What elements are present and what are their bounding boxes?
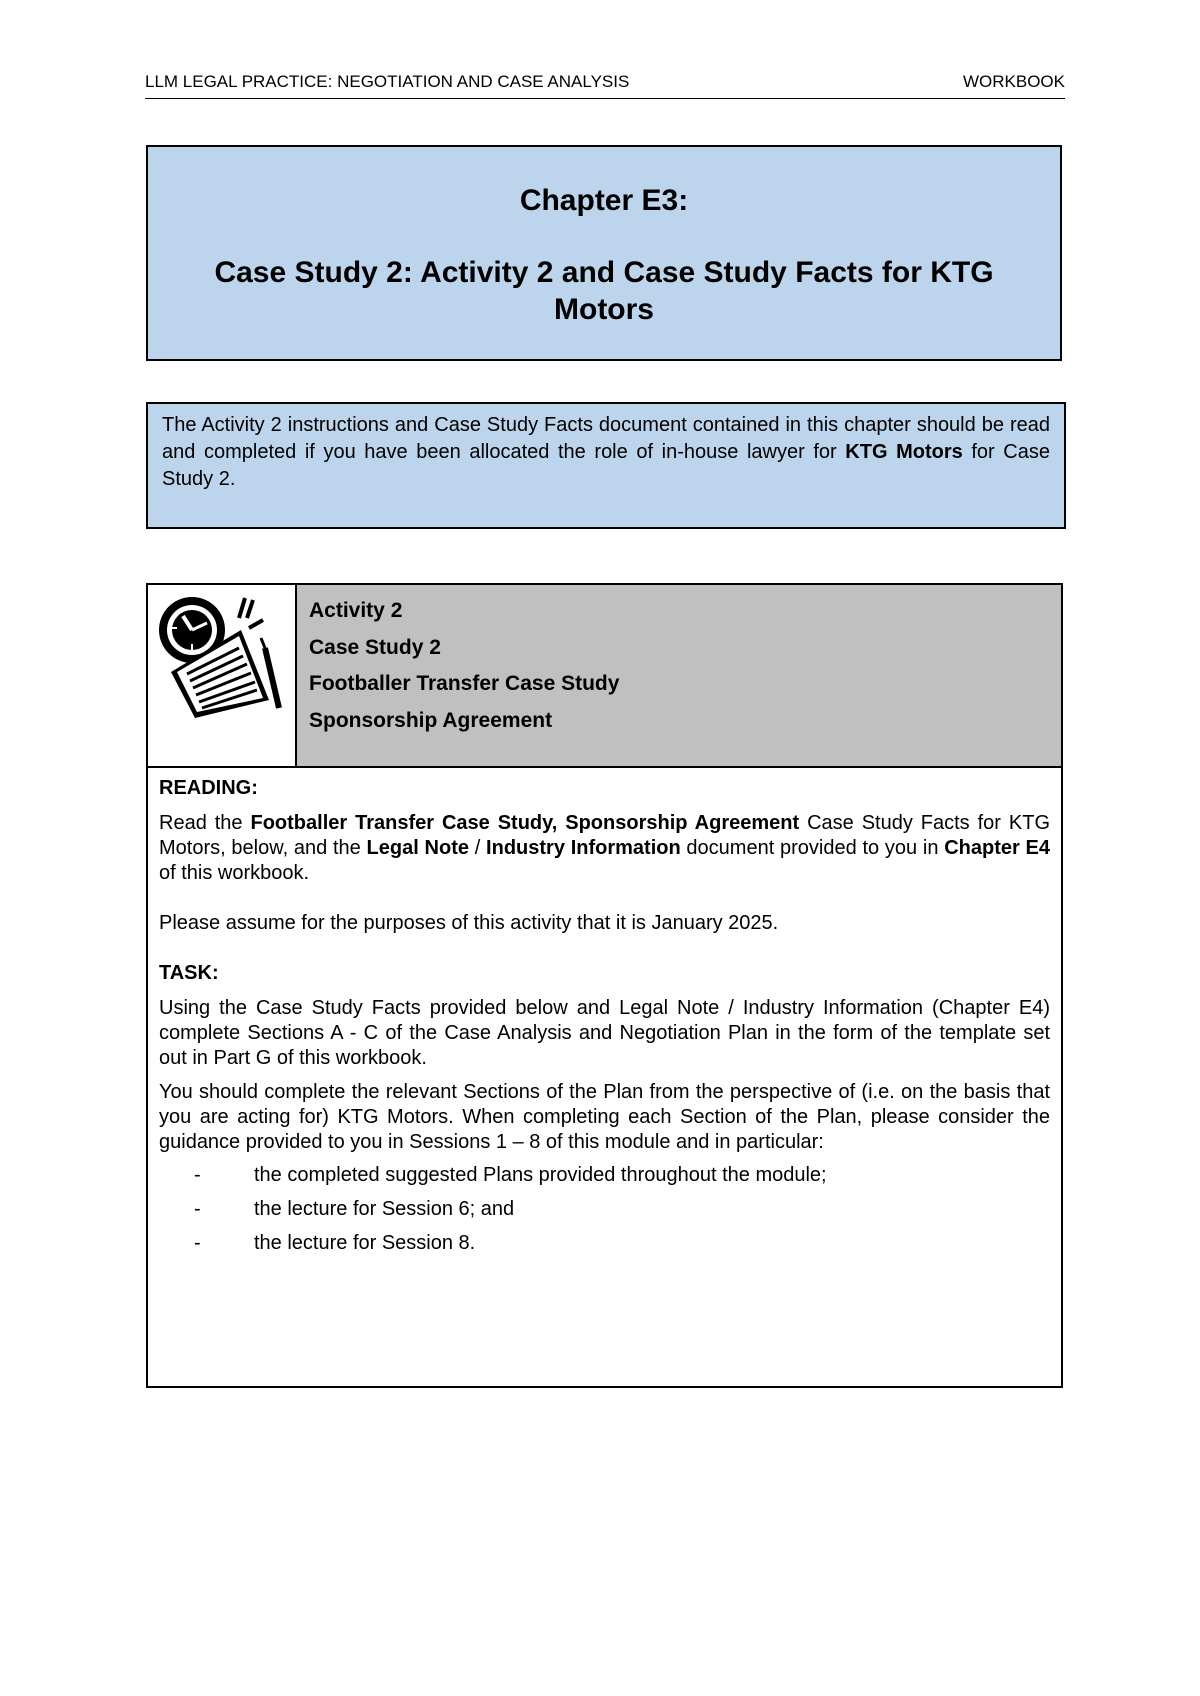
chapter-title-box (146, 145, 1062, 361)
reading-text: / (468, 837, 487, 859)
header-workbook-label: WORKBOOK (962, 72, 1065, 91)
reading-text: Read the (159, 812, 251, 834)
activity-icon-cell (148, 585, 297, 766)
info-text-bold: KTG Motors (845, 441, 963, 463)
page-header (145, 72, 1065, 99)
clock-and-notepad-icon (157, 590, 285, 720)
info-text-2: for Case Study 2. (162, 441, 1050, 490)
list-item (159, 1197, 1050, 1222)
reading-bold: Footballer Transfer Case Study, Sponsorship Agreement (250, 812, 800, 834)
agreement-name: Sponsorship Agreement (309, 708, 553, 732)
task-paragraph-1: Using the Case Study Facts provided below and Legal Note / Industry Information (Chapter E4) complete Sections A - C of the Case Analysis and Negotiation Plan in the form of the template set out in Part G of this workbook. (159, 997, 1050, 1069)
bullet-dash: - (194, 1164, 201, 1186)
activity-table (146, 583, 1063, 1388)
header-title: LLM LEGAL PRACTICE: NEGOTIATION AND CASE ANALYSIS (145, 72, 630, 91)
activity-heading-cell (297, 585, 1061, 766)
case-study-name: Footballer Transfer Case Study (309, 672, 620, 695)
reading-bold: Chapter E4 (944, 837, 1050, 859)
reading-text: document provided to you in (680, 837, 945, 859)
guidance-list (159, 1163, 1050, 1256)
list-item-text: the lecture for Session 6; and (254, 1198, 515, 1220)
case-study-title: Case Study 2 (309, 635, 441, 659)
reading-bold: Industry Information (486, 837, 681, 859)
bullet-dash: - (194, 1198, 201, 1220)
reading-bold: Legal Note (366, 837, 469, 859)
reading-paragraph (159, 811, 1050, 886)
list-item-text: the lecture for Session 8. (254, 1232, 476, 1254)
info-text-1: The Activity 2 instructions and Case Study Facts document contained in this chapter should be read and completed if you have been allocated the role of in-house lawyer for (162, 414, 1050, 463)
list-item (159, 1231, 1050, 1256)
assume-paragraph: Please assume for the purposes of this activity that it is January 2025. (159, 912, 779, 934)
activity-body (148, 768, 1061, 1273)
activity-title: Activity 2 (309, 599, 403, 622)
activity-header-row (148, 585, 1061, 768)
task-label: TASK: (159, 962, 219, 984)
reading-text: of this workbook. (159, 862, 310, 884)
reading-text: Case Study Facts for KTG Motors, below, and the (159, 812, 1051, 859)
list-item (159, 1163, 1050, 1188)
reading-label: READING: (159, 777, 258, 799)
chapter-subtitle: Case Study 2: Activity 2 and Case Study Facts for KTG Motors (214, 256, 994, 326)
role-info-box (146, 402, 1066, 529)
task-paragraph-2: You should complete the relevant Sections of the Plan from the perspective of (i.e. on the basis that you are acting for) KTG Motors. When completing each Section of the Plan, please consider the guidance provided to you in Sessions 1 – 8 of this module and in particular: (159, 1081, 1050, 1153)
list-item-text: the completed suggested Plans provided throughout the module; (254, 1164, 827, 1186)
chapter-heading: Chapter E3: (519, 184, 689, 217)
bullet-dash: - (194, 1232, 201, 1254)
